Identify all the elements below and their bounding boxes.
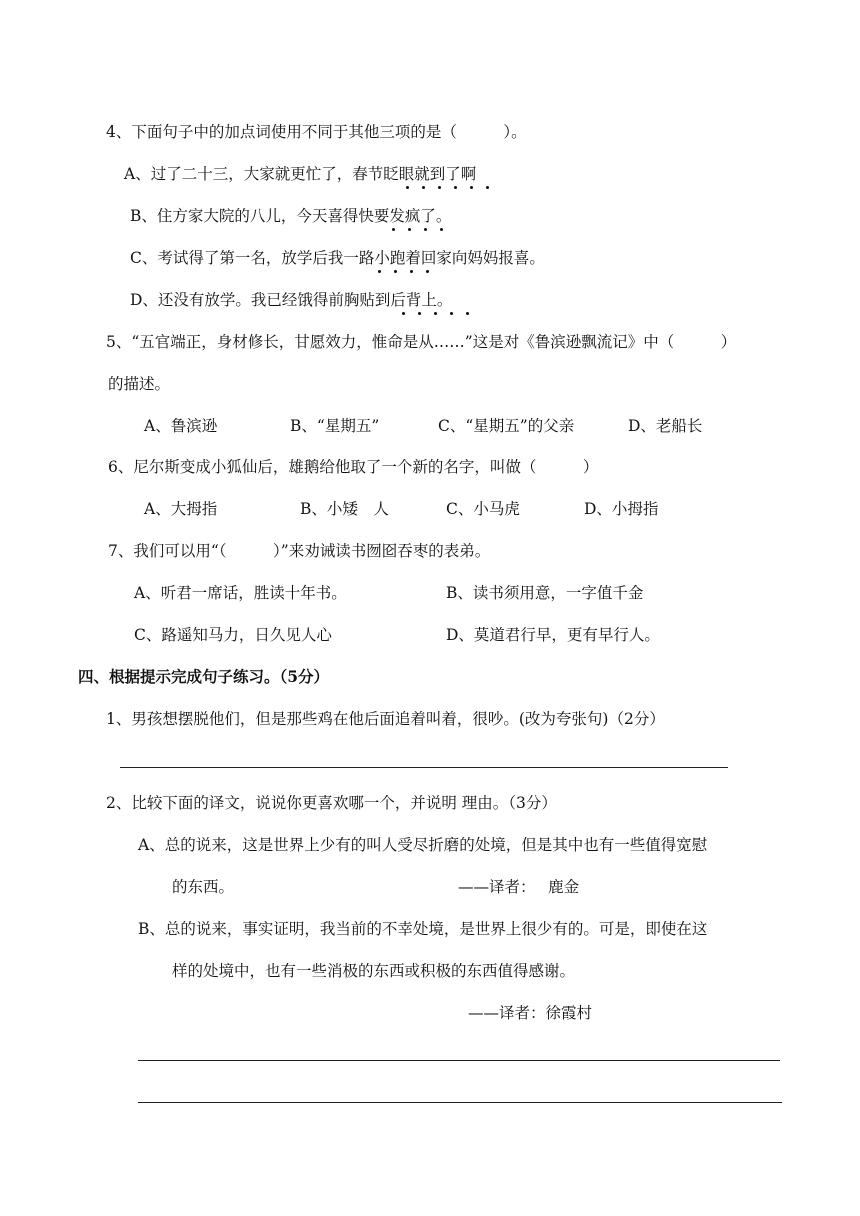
s4-question-2: 2、比较下面的译文，说说你更喜欢哪一个，并说明 理由。（3分） [106, 794, 557, 812]
q7-stem: 7、我们可以用“（ ）”来劝诫读书囫囵吞枣的表弟。 [108, 542, 491, 560]
answer-line-3[interactable] [138, 1102, 782, 1103]
translation-b-line-1: B、总的说来，事实证明，我当前的不幸处境，是世界上很少有的。可是，即使在这 [138, 920, 708, 938]
q5-option-d: D、老船长 [628, 417, 703, 435]
q5-option-b: B、“星期五” [290, 417, 380, 435]
q4-option-c: C、考试得了第一名，放学后我一路小跑着回家向妈妈报喜。 [130, 249, 545, 267]
q6-option-c: C、小马虎 [446, 500, 520, 518]
q5-stem: 5、“五官端正，身材修长，甘愿效力，惟命是从……”这是对《鲁滨逊飘流记》中（ ） [106, 333, 737, 351]
q6-option-d: D、小拇指 [584, 500, 659, 518]
section-4-heading: 四、根据提示完成句子练习。（5分） [78, 667, 330, 686]
q5-option-a: A、鲁滨逊 [144, 417, 218, 435]
s4-question-1: 1、男孩想摆脱他们，但是那些鸡在他后面追着叫着，很吵。(改为夸张句)（2分） [106, 710, 665, 728]
answer-line-2[interactable] [138, 1060, 780, 1061]
translation-a-line-2: 的东西。 [172, 878, 235, 896]
translation-a-credit: ——译者： 鹿金 [458, 878, 580, 896]
translation-a-line-1: A、总的说来，这是世界上少有的叫人受尽折磨的处境，但是其中也有一些值得宽慰 [138, 836, 708, 854]
q5-stem-continued: 的描述。 [108, 375, 171, 393]
q5-option-c: C、“星期五”的父亲 [438, 417, 575, 435]
q6-stem: 6、尼尔斯变成小狐仙后，雄鹅给他取了一个新的名字，叫做（ ） [108, 458, 599, 476]
q6-option-b: B、小矮 人 [300, 500, 389, 518]
translation-b-line-2: 样的处境中，也有一些消极的东西或积极的东西值得感谢。 [172, 962, 576, 980]
q4-option-d: D、还没有放学。我已经饿得前胸贴到后背上。 [130, 291, 453, 309]
answer-line-1[interactable] [120, 767, 728, 768]
q4-option-b: B、住方家大院的八儿，今天喜得快要发疯了。 [130, 207, 452, 225]
q7-option-c: C、路遥知马力，日久见人心 [134, 626, 332, 644]
q6-option-a: A、大拇指 [144, 500, 218, 518]
q4-option-a: A、过了二十三，大家就更忙了，春节眨眼就到了啊 [124, 165, 477, 183]
translation-b-credit: ——译者：徐霞村 [468, 1004, 593, 1022]
q4-stem: 4、下面句子中的加点词使用不同于其他三项的是（ ）。 [106, 123, 527, 141]
q7-option-a: A、听君一席话，胜读十年书。 [134, 584, 347, 602]
q7-option-b: B、读书须用意，一字值千金 [446, 584, 644, 602]
q7-option-d: D、莫道君行早，更有早行人。 [446, 626, 660, 644]
